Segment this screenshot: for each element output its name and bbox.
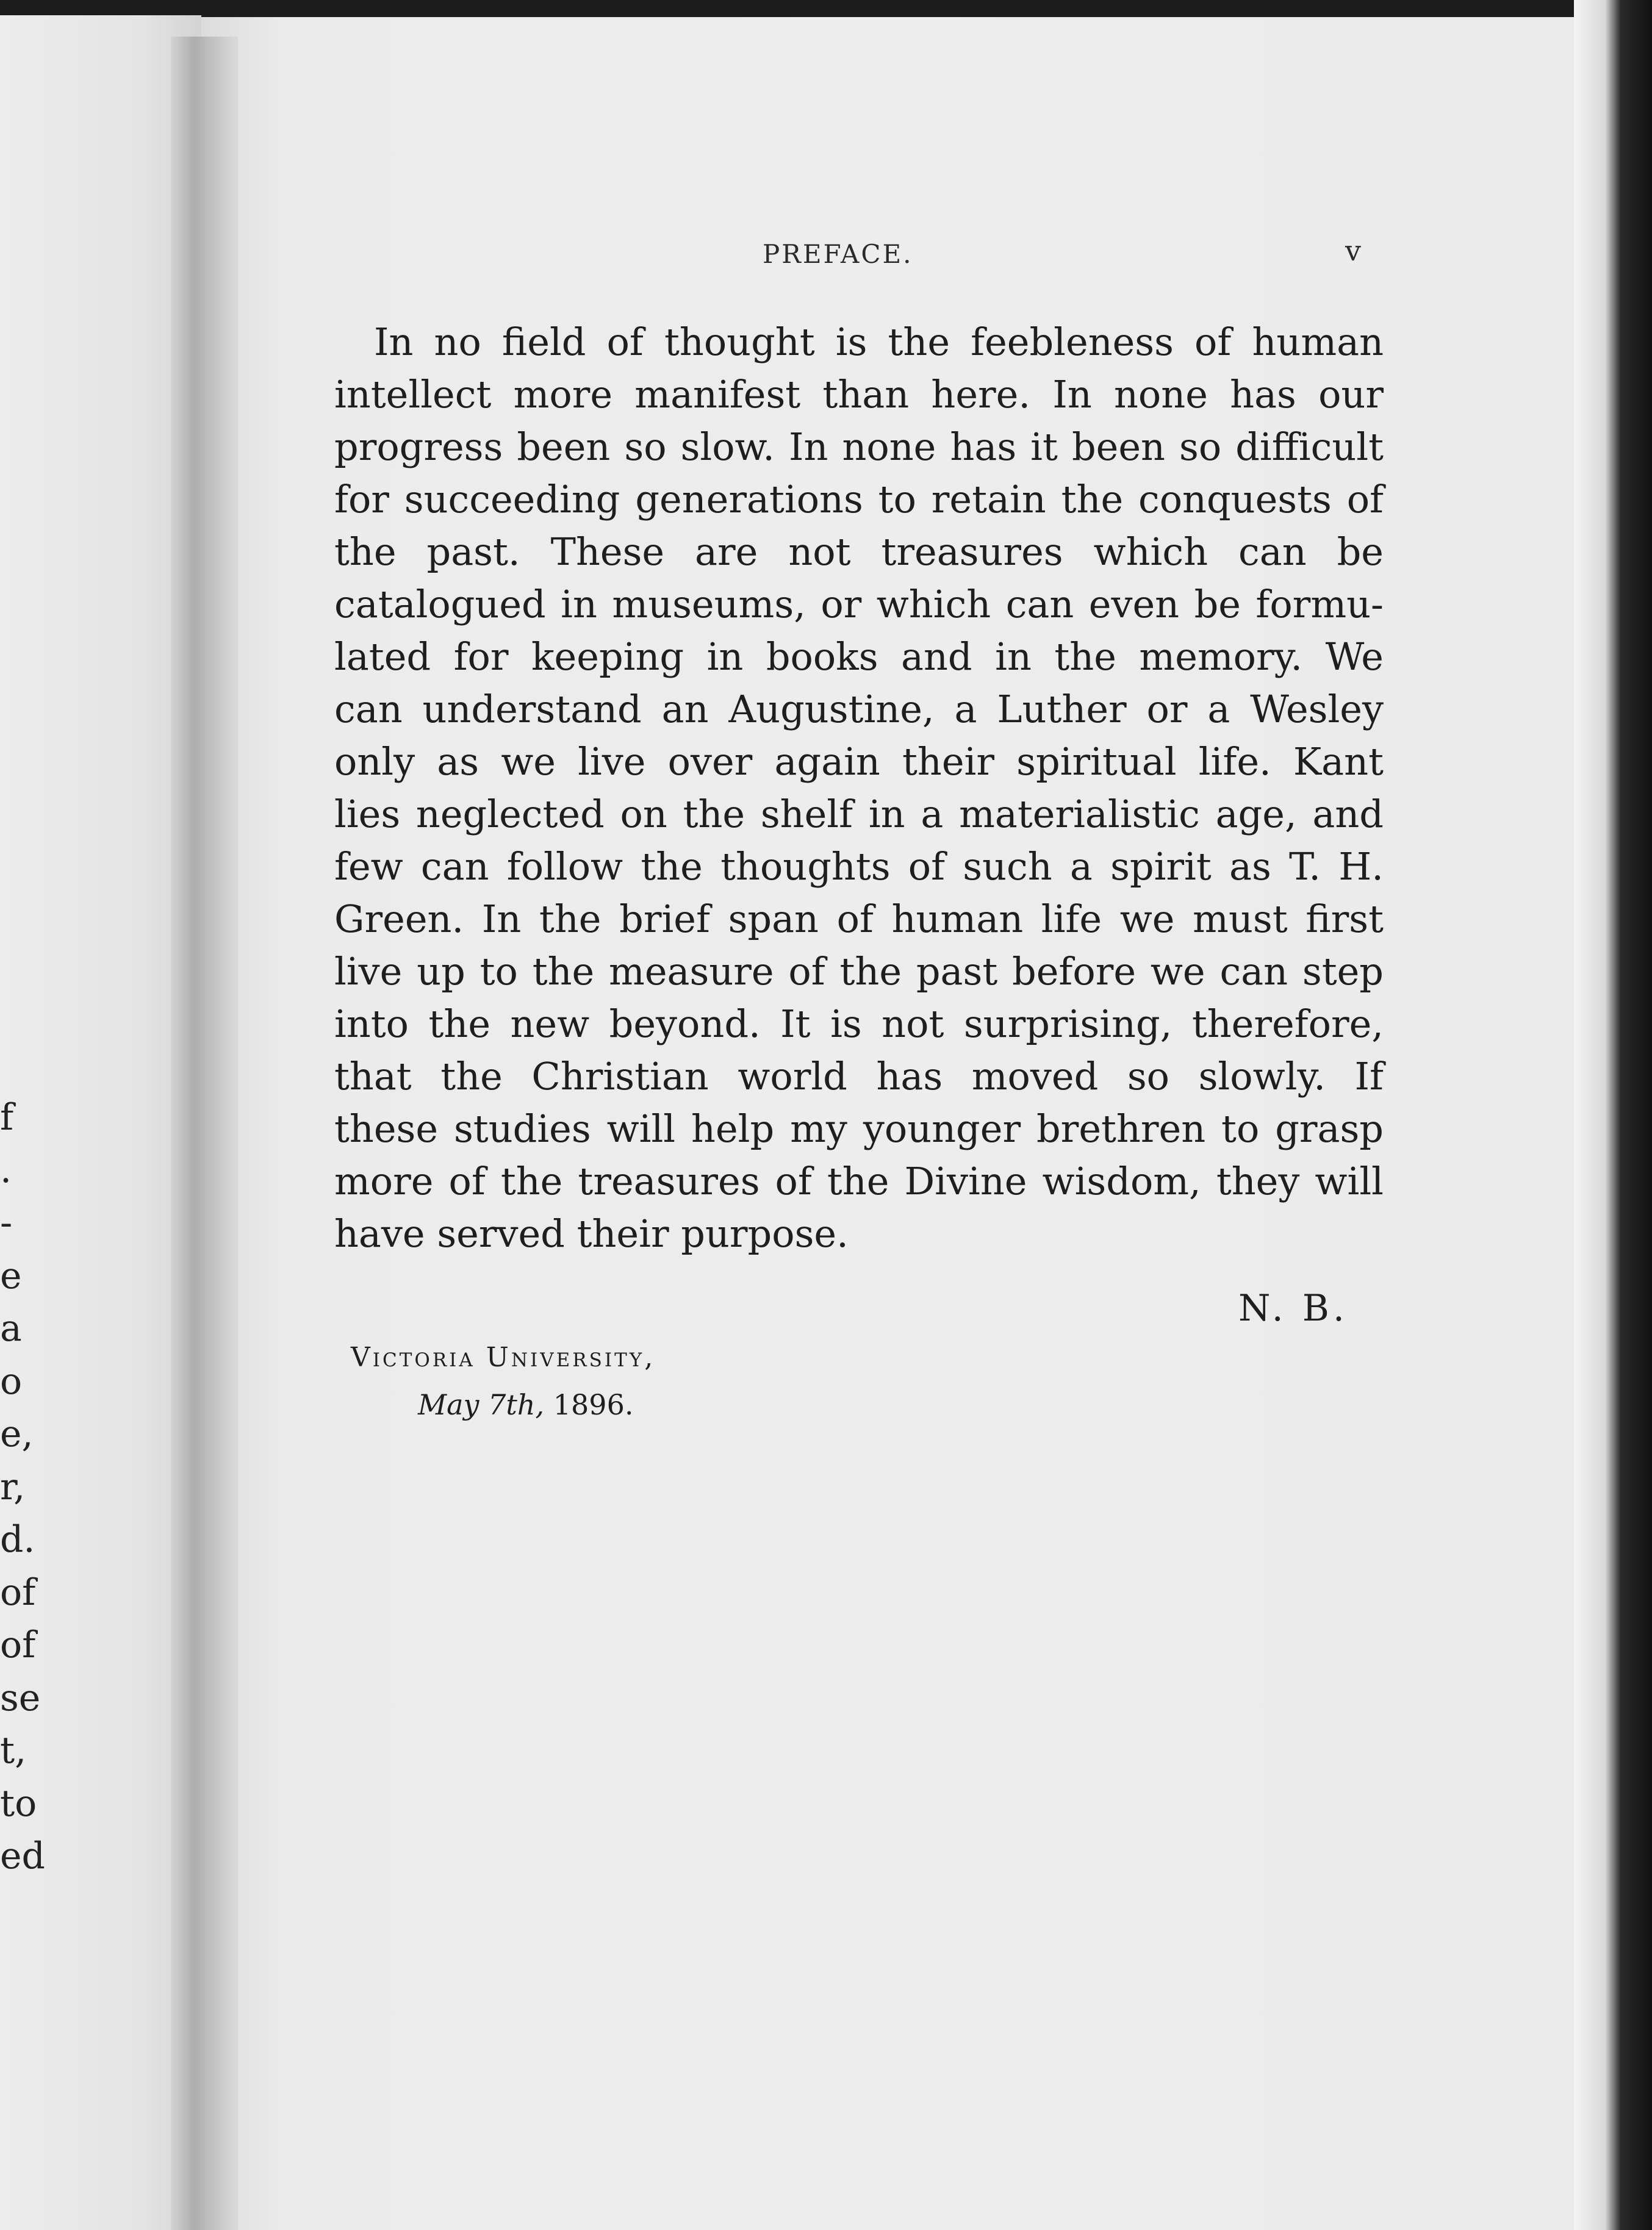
fragment-line: e: [0, 1255, 22, 1297]
fragment-line: se: [0, 1677, 41, 1719]
text-line: progress been so slow. In none has it been so difficult: [334, 425, 1384, 469]
fragment-line: .: [0, 1149, 12, 1191]
fragment-line: f: [0, 1096, 14, 1139]
fragment-line: of: [0, 1624, 36, 1666]
text-line: live up to the measure of the past before we can step: [334, 949, 1384, 994]
page-number: v: [1345, 234, 1361, 267]
fragment-line: a: [0, 1307, 22, 1350]
preface-body: [334, 316, 1384, 1260]
date-line: [418, 1388, 633, 1421]
page-edge: [1574, 0, 1652, 2230]
text-line: these studies will help my younger brethren to grasp: [334, 1106, 1384, 1151]
text-line: more of the treasures of the Divine wisdom, they will: [334, 1159, 1384, 1203]
text-line: lated for keeping in books and in the memory. We: [334, 634, 1384, 679]
text-line: that the Christian world has moved so slowly. If: [334, 1054, 1384, 1099]
fragment-line: -: [0, 1202, 13, 1244]
fragment-line: r,: [0, 1466, 26, 1508]
fragment-line: o: [0, 1360, 23, 1403]
fragment-line: to: [0, 1782, 37, 1825]
text-line: into the new beyond. It is not surprising, therefore,: [334, 1002, 1384, 1046]
fragment-line: d.: [0, 1518, 35, 1561]
text-line: have served their purpose.: [334, 1211, 849, 1256]
text-line: Green. In the brief span of human life we must first: [334, 897, 1384, 941]
text-line: In no field of thought is the feebleness of human: [374, 320, 1384, 364]
author-initials: N. B.: [1238, 1287, 1348, 1330]
text-line: catalogued in museums, or which can even be formu-: [334, 582, 1384, 626]
fragment-line: t,: [0, 1729, 27, 1772]
text-line: few can follow the thoughts of such a spirit as T. H.: [334, 844, 1384, 889]
text-line: intellect more manifest than here. In none has our: [334, 372, 1384, 417]
date-month-day: May 7th,: [418, 1388, 545, 1421]
date-year: 1896.: [553, 1388, 634, 1421]
place-line: Victoria University,: [351, 1342, 656, 1373]
text-line: for succeeding generations to retain the conquests of: [334, 477, 1384, 522]
text-line: only as we live over again their spiritual life. Kant: [334, 739, 1384, 784]
text-line: can understand an Augustine, a Luther or a Wesley: [334, 687, 1384, 731]
book-gutter: [171, 37, 238, 2230]
fragment-line: e,: [0, 1413, 34, 1455]
running-head: PREFACE.: [763, 239, 913, 269]
fragment-line: ed: [0, 1835, 45, 1877]
text-line: the past. These are not treasures which can be: [334, 529, 1384, 574]
text-line: lies neglected on the shelf in a materialistic age, and: [334, 792, 1384, 836]
fragment-line: of: [0, 1571, 36, 1614]
